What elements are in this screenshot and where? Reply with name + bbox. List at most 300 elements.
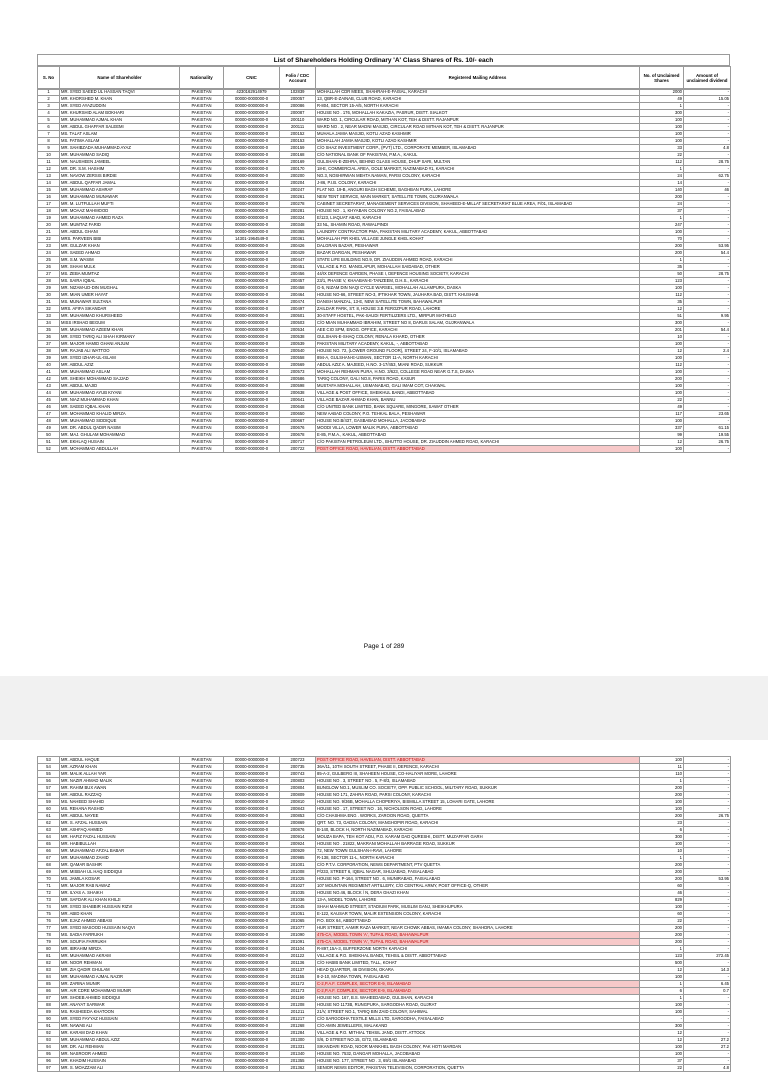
cell-name: MRS. PARVEEN BIBI	[60, 236, 180, 243]
cell-address: HOUSE NO. 177, STREET NO . 3, 69/1 ISLAMABAD	[316, 1058, 640, 1065]
cell-dividend: -	[684, 904, 731, 911]
cell-sno: 20	[38, 222, 60, 229]
cell-cnic: 00000-0000000-0	[224, 799, 280, 806]
cell-nationality: PAKISTAN	[180, 446, 224, 453]
cell-address: BUNGLOW NO.1, MUSLIM CO. SOCIETY, OPP. PUBLIC SCHOOL, MILITARY ROAD, SUKKUR	[316, 785, 640, 792]
cell-cnic: 00000-0000000-0	[224, 995, 280, 1002]
cell-address: G-5, NIZAM DIN NAQI CYCLE WARSEL, MOHALLAH ALLAMPURA, DASKA	[316, 285, 640, 292]
cell-dividend: -	[684, 785, 731, 792]
cell-name: MR. SYED TARIQ ALI SHAH KIRMANY	[60, 334, 180, 341]
table-row	[38, 306, 731, 313]
cell-sno: 68	[38, 862, 60, 869]
cell-cnic: 00000-0000000-0	[224, 278, 280, 285]
cell-address: C/O NATIONAL BANK OF PAKISTAN, P.M.A., KAKUL	[316, 152, 640, 159]
cell-nationality: PAKISTAN	[180, 271, 224, 278]
cell-name: MR. MISBAH UL HAQ SIDDIQUI	[60, 869, 180, 876]
cell-dividend: -	[684, 960, 731, 967]
cell-nationality: PAKISTAN	[180, 1037, 224, 1044]
cell-cnic: 00000-0000000-0	[224, 418, 280, 425]
cell-sno: 94	[38, 1044, 60, 1051]
cell-shares: 140	[640, 187, 684, 194]
cell-folio: 201217	[280, 1016, 316, 1023]
cell-shares: 100	[640, 131, 684, 138]
cell-folio: 201035	[280, 890, 316, 897]
cell-folio: 200087	[280, 110, 316, 117]
cell-sno: 92	[38, 1030, 60, 1037]
cell-sno: 2	[38, 96, 60, 103]
cell-folio: 200204	[280, 180, 316, 187]
cell-sno: 33	[38, 313, 60, 320]
cell-sno: 11	[38, 159, 60, 166]
cell-dividend: 9.95	[684, 313, 731, 320]
cell-dividend: -	[684, 995, 731, 1002]
cell-name: MR. NAUSHEEN JAMEEL	[60, 159, 180, 166]
cell-dividend: -	[684, 138, 731, 145]
cell-shares: 100	[640, 285, 684, 292]
table-row	[38, 124, 731, 131]
cell-cnic: 00000-0000000-0	[224, 1051, 280, 1058]
cell-nationality: PAKISTAN	[180, 932, 224, 939]
cell-sno: 48	[38, 418, 60, 425]
table-row	[38, 222, 731, 229]
cell-sno: 25	[38, 257, 60, 264]
cell-sno: 40	[38, 362, 60, 369]
cell-cnic: 00000-0000000-0	[224, 250, 280, 257]
cell-shares: 100	[640, 974, 684, 981]
cell-nationality: PAKISTAN	[180, 376, 224, 383]
cell-name: MR. MUHAMMAD AYUB KIYANI	[60, 390, 180, 397]
cell-address: FLAT NO. 19-B, ANGURI BAGH SCHEME, BAGHBAN PURA, LAHORE	[316, 187, 640, 194]
table-row	[38, 1002, 731, 1009]
cell-name: MR. MOHAMMAD ABDULLAH	[60, 446, 180, 453]
cell-sno: 38	[38, 348, 60, 355]
table-row	[38, 785, 731, 792]
cell-name: MS. JAMILA KOSAR	[60, 876, 180, 883]
cell-nationality: PAKISTAN	[180, 173, 224, 180]
col-address: Registered Mailing Address	[316, 67, 640, 90]
cell-cnic: 00000-0000000-0	[224, 967, 280, 974]
cell-name: MR. AIR CDRE MOHAMMAD MUNIR	[60, 988, 180, 995]
cell-folio: 200361	[280, 236, 316, 243]
cell-shares: 100	[640, 390, 684, 397]
cell-folio: 200723	[280, 757, 316, 764]
cell-nationality: PAKISTAN	[180, 799, 224, 806]
cell-shares: 200	[640, 932, 684, 939]
cell-shares: 12	[640, 439, 684, 446]
cell-nationality: PAKISTAN	[180, 236, 224, 243]
cell-cnic: 00000-0000000-0	[224, 390, 280, 397]
cell-folio: 200474	[280, 299, 316, 306]
cell-address: R-138, SECTOR 11-L, NORTH KARACHI	[316, 855, 640, 862]
table-row	[38, 264, 731, 271]
cell-dividend: -	[684, 152, 731, 159]
cell-name: MR. MUMTAZ FARID	[60, 222, 180, 229]
cell-name: MR. ABDUL NAYEE	[60, 813, 180, 820]
cell-address: MOUZA BAPA, TEH KOT ADU, P.O. KARAM DAD QURESHI, DISTT. MUZAFFAR GARH	[316, 834, 640, 841]
cell-dividend: -	[684, 110, 731, 117]
cell-dividend: -	[684, 369, 731, 376]
cell-dividend: -	[684, 257, 731, 264]
cell-name: MR. SHEIKH MOHAMMAD SAJJAD	[60, 376, 180, 383]
cell-cnic: 00000-0000000-0	[224, 173, 280, 180]
cell-nationality: PAKISTAN	[180, 215, 224, 222]
cell-dividend: -	[684, 117, 731, 124]
cell-sno: 53	[38, 757, 60, 764]
cell-cnic: 00000-0000000-0	[224, 404, 280, 411]
cell-cnic: 00000-0000000-0	[224, 194, 280, 201]
cell-name: MR. NIZAM-UD-DIN MUGHAL	[60, 285, 180, 292]
cell-cnic: 00000-0000000-0	[224, 918, 280, 925]
cell-dividend: -	[684, 925, 731, 932]
cell-address: 13-A, MODEL TOWN, LAHORE	[316, 897, 640, 904]
cell-address: 18-E, COMMERCIAL AREA, GOLE MARKET, NAZIMABAD #1, KARACHI	[316, 166, 640, 173]
cell-shares: 500	[640, 960, 684, 967]
cell-folio: 200914	[280, 834, 316, 841]
cell-nationality: PAKISTAN	[180, 1009, 224, 1016]
cell-dividend: -	[684, 778, 731, 785]
cell-sno: 6	[38, 124, 60, 131]
cell-dividend: -	[684, 208, 731, 215]
cell-address: NEW AABAD COLONY, P.O. TEHKAL BALA, PESHAWAR	[316, 411, 640, 418]
table-row	[38, 432, 731, 439]
cell-dividend: 272.45	[684, 953, 731, 960]
cell-folio: 200501	[280, 313, 316, 320]
cell-shares: 100	[640, 446, 684, 453]
cell-dividend: -	[684, 299, 731, 306]
table-row	[38, 771, 731, 778]
cell-cnic: 00000-0000000-0	[224, 446, 280, 453]
cell-nationality: PAKISTAN	[180, 208, 224, 215]
table-row	[38, 404, 731, 411]
cell-nationality: PAKISTAN	[180, 145, 224, 152]
cell-shares: 100	[640, 418, 684, 425]
cell-name: MR. KHURSHID ALAM BOKHARI	[60, 110, 180, 117]
cell-dividend: -	[684, 341, 731, 348]
cell-folio: 200057	[280, 96, 316, 103]
table-header	[37, 66, 731, 90]
cell-folio: 201331	[280, 1044, 316, 1051]
cell-cnic: 00000-0000000-0	[224, 439, 280, 446]
cell-cnic: 00000-0000000-0	[224, 862, 280, 869]
cell-sno: 90	[38, 1016, 60, 1023]
cell-shares: 60	[640, 911, 684, 918]
cell-cnic: 00000-0000000-0	[224, 785, 280, 792]
cell-dividend: -	[684, 1051, 731, 1058]
cell-dividend: -	[684, 355, 731, 362]
cell-shares: 112	[640, 362, 684, 369]
cell-address: VILLAGE & P.O. SHEIKHAL BANDI, TEHSIL & DISTT. ABBOTTABAD	[316, 953, 640, 960]
table-row	[38, 299, 731, 306]
cell-folio: 200573	[280, 369, 316, 376]
cell-shares: 200	[640, 376, 684, 383]
cell-dividend: -	[684, 376, 731, 383]
cell-cnic: 00000-0000000-0	[224, 159, 280, 166]
cell-nationality: PAKISTAN	[180, 918, 224, 925]
cell-address: R-804, SECTOR 15-A/5, NORTH KARACHI	[316, 103, 640, 110]
cell-address: E/123, LIAQUAT ABAD, KARACHI	[316, 215, 640, 222]
cell-cnic: 00000-0000000-0	[224, 313, 280, 320]
cell-shares: 200	[640, 813, 684, 820]
table-row	[38, 757, 731, 764]
cell-shares: 112	[640, 159, 684, 166]
cell-nationality: PAKISTAN	[180, 925, 224, 932]
cell-address: HOUSE NO. 167, B.S. WAHEEDABAD, GULSHAN, KARACHI	[316, 995, 640, 1002]
cell-dividend: 28.75	[684, 159, 731, 166]
table-row	[38, 904, 731, 911]
cell-name: MR. MUHAMMAD AZEEM KHAN	[60, 327, 180, 334]
table-row	[38, 180, 731, 187]
cell-name: MR. MAJ. GHULAM MOHAMMAD	[60, 432, 180, 439]
cell-address: HUR STREET, AAMIR RAZA MARKET, NEAR CHOWK ABBAS, IMAMIA COLONY, SHAHDRA, LAHORE	[316, 925, 640, 932]
cell-address: 30-STAFF HOSTEL, PAK-SAUDI FERTILIZERS LTD., MIRPUR MATHELO	[316, 313, 640, 320]
cell-cnic: 00000-0000000-0	[224, 869, 280, 876]
table-row	[38, 236, 731, 243]
cell-name: MS. FATIMA ASLAM	[60, 138, 180, 145]
cell-shares: 200	[640, 876, 684, 883]
cell-folio: 200985	[280, 855, 316, 862]
cell-address: HOUSE NO . 21822, MAKRANI MOHALLAH BARRAGE ROAD, SUKKUR	[316, 841, 640, 848]
cell-nationality: PAKISTAN	[180, 264, 224, 271]
table-row	[38, 967, 731, 974]
cell-folio: 201025	[280, 876, 316, 883]
cell-nationality: PAKISTAN	[180, 390, 224, 397]
cell-shares: 12	[640, 348, 684, 355]
cell-cnic: 00000-0000000-0	[224, 841, 280, 848]
cell-name: MR. SHOEB AHMED SIDDIQUI	[60, 995, 180, 1002]
cell-sno: 54	[38, 764, 60, 771]
cell-folio: 200451	[280, 264, 316, 271]
cell-address: E-122, KAUSAR TOWN, MALIR EXTENSION COLONY, KARACHI	[316, 911, 640, 918]
cell-folio: 201300	[280, 1037, 316, 1044]
cell-nationality: PAKISTAN	[180, 820, 224, 827]
cell-address: VILLAGE & P.O. MANGLAPUR, MOHALLAH SAIDABAD, OTHER	[316, 264, 640, 271]
table-row	[38, 439, 731, 446]
cell-nationality: PAKISTAN	[180, 278, 224, 285]
cell-address: 21/V, STREET NO.1, TARIQ BIN ZAID COLONY, SAHIWAL	[316, 1009, 640, 1016]
cell-name: MR. ABDUL GHANI	[60, 229, 180, 236]
cell-folio: 200169	[280, 159, 316, 166]
cell-nationality: PAKISTAN	[180, 813, 224, 820]
table-row	[38, 1037, 731, 1044]
cell-folio: 200667	[280, 418, 316, 425]
cell-name: MS. MUNAWAR SULTANA	[60, 299, 180, 306]
cell-cnic: 00000-0000000-0	[224, 925, 280, 932]
cell-dividend: -	[684, 278, 731, 285]
cell-dividend: -	[684, 103, 731, 110]
cell-dividend: 0.7	[684, 988, 731, 995]
cell-address: C/O MIAN MUHAMMAD IBRAHIM, STREET NO 8, DARUS SALAM, GUJRANWALA	[316, 320, 640, 327]
cell-address: HOUSE NO. 9/36B, MOHALLA CHOPERIYA, BISMILLA STREET 15, LOHARI GATE, LAHORE	[316, 799, 640, 806]
cell-cnic: 00000-0000000-0	[224, 334, 280, 341]
cell-nationality: PAKISTAN	[180, 292, 224, 299]
cell-address: GULSHAN-E-SHAQ COLONY, RENALA KHARD, OTHER	[316, 334, 640, 341]
cell-sno: 7	[38, 131, 60, 138]
cell-cnic: 00000-0000000-0	[224, 299, 280, 306]
cell-sno: 35	[38, 327, 60, 334]
cell-sno: 8	[38, 138, 60, 145]
cell-folio: 201211	[280, 1009, 316, 1016]
cell-name: MR. SHAHI MULK	[60, 264, 180, 271]
cell-nationality: PAKISTAN	[180, 194, 224, 201]
cell-nationality: PAKISTAN	[180, 285, 224, 292]
cell-address: ABDUL AZIZ A. MAJEED, H.NO. 3-17/453, MIANI ROAD, SUKKUR	[316, 362, 640, 369]
cell-shares: 1	[640, 995, 684, 1002]
table-row	[38, 292, 731, 299]
cell-name: MR. NAVOW ZERSIS BIRDIE	[60, 173, 180, 180]
cell-shares: 100	[640, 383, 684, 390]
cell-address: C/O PAKISTAN PETROLEUM LTD., BHUTTO HOUSE, DR. ZIAUDDIN AHMED ROAD, KARACHI	[316, 439, 640, 446]
cell-address: C/O UNITED BANK LIMITED, BANK SQUARE, MINGORE, SAWAT OTHER	[316, 404, 640, 411]
cell-cnic: 4230162914979	[224, 89, 280, 96]
cell-nationality: PAKISTAN	[180, 785, 224, 792]
cell-sno: 1	[38, 89, 60, 96]
cell-cnic: 00000-0000000-0	[224, 1030, 280, 1037]
cell-shares: 14	[640, 180, 684, 187]
cell-name: MR. NAZIR AHMAD MALIK	[60, 778, 180, 785]
table-row	[38, 855, 731, 862]
cell-sno: 87	[38, 995, 60, 1002]
cell-dividend: 6.45	[684, 981, 731, 988]
table-row	[38, 425, 731, 432]
table-row	[38, 806, 731, 813]
cell-cnic: 00000-0000000-0	[224, 771, 280, 778]
cell-nationality: PAKISTAN	[180, 848, 224, 855]
table-row	[38, 778, 731, 785]
cell-address: HOUSE NO . 17, STREET NO . 16, NICHOLSON ROAD, LAHORE	[316, 806, 640, 813]
cell-nationality: PAKISTAN	[180, 1016, 224, 1023]
table-row	[38, 1044, 731, 1051]
cell-sno: 34	[38, 320, 60, 327]
cell-name: MR. MUHAMMAD AKRAM	[60, 953, 180, 960]
table-row	[38, 117, 731, 124]
cell-folio: 201091	[280, 939, 316, 946]
cell-dividend: -	[684, 799, 731, 806]
cell-sno: 74	[38, 904, 60, 911]
cell-address: SENIOR NEWS EDITOR, PAKISTAN TELEVISION, CORPORATION, QUETTA	[316, 1065, 640, 1072]
cell-cnic: 00000-0000000-0	[224, 152, 280, 159]
cell-cnic: 00000-0000000-0	[224, 946, 280, 953]
cell-nationality: PAKISTAN	[180, 771, 224, 778]
cell-shares: 100	[640, 1002, 684, 1009]
cell-nationality: PAKISTAN	[180, 953, 224, 960]
cell-nationality: PAKISTAN	[180, 1065, 224, 1072]
cell-shares: 49	[640, 96, 684, 103]
cell-sno: 3	[38, 103, 60, 110]
cell-dividend: 53.95	[684, 876, 731, 883]
cell-folio: 200810	[280, 799, 316, 806]
cell-address: TARIQ COLONY, GALI NO.8, PARIS ROAD, KASUR	[316, 376, 640, 383]
cell-sno: 14	[38, 180, 60, 187]
cell-address: 85-A-2, GULBERG III, SHAHEEN HOUSE, CO-HALIYAR MORE, LAHORE	[316, 771, 640, 778]
cell-folio: 200503	[280, 320, 316, 327]
cell-dividend: -	[684, 841, 731, 848]
cell-shares: 46	[640, 890, 684, 897]
cell-folio: 200803	[280, 778, 316, 785]
cell-folio: 201190	[280, 995, 316, 1002]
cell-dividend: -	[684, 446, 731, 453]
cell-dividend: 53.95	[684, 243, 731, 250]
cell-name: MR. ABID KHAN	[60, 911, 180, 918]
cell-name: MR. NOOR REHMAN	[60, 960, 180, 967]
cell-nationality: PAKISTAN	[180, 834, 224, 841]
cell-folio: 201173	[280, 988, 316, 995]
cell-folio: 200281	[280, 208, 316, 215]
cell-nationality: PAKISTAN	[180, 152, 224, 159]
table-row	[38, 1058, 731, 1065]
cell-folio: 200804	[280, 785, 316, 792]
cell-address: R-897,15A-3, BUFFERZONE NORTH KARACHI	[316, 946, 640, 953]
cell-nationality: PAKISTAN	[180, 411, 224, 418]
cell-address: C-2,P.A.F. COMPLEX, SECTOR E-9, ISLAMABAD	[316, 988, 640, 995]
cell-cnic: 00000-0000000-0	[224, 953, 280, 960]
cell-name: MR. ANAYAT SARWAR	[60, 1002, 180, 1009]
table-row	[38, 201, 731, 208]
cell-name: MR. MAJOR HAMID GHANI ANJUM	[60, 341, 180, 348]
cell-sno: 79	[38, 939, 60, 946]
cell-sno: 22	[38, 236, 60, 243]
cell-sno: 69	[38, 869, 60, 876]
col-nationality: Nationality	[180, 67, 224, 90]
table-row	[38, 932, 731, 939]
cell-cnic: 00000-0000000-0	[224, 883, 280, 890]
cell-cnic: 00000-0000000-0	[224, 932, 280, 939]
cell-cnic: 00000-0000000-0	[224, 1044, 280, 1051]
cell-name: MS. TALAT ASLAM	[60, 131, 180, 138]
cell-address: 894-A, GULSHAN-E-USMAN, SECTOR 11-A, NORTH KARACHI	[316, 355, 640, 362]
cell-name: MS. RASHEEDA KHATOON	[60, 1009, 180, 1016]
cell-address: BAZAR DARGAN, PESHAWAR	[316, 250, 640, 257]
cell-folio: 201104	[280, 946, 316, 953]
cell-name: MR. SAFDAR ALI KHAN KHILJI	[60, 897, 180, 904]
cell-dividend: -	[684, 89, 731, 96]
cell-folio: 200648	[280, 404, 316, 411]
cell-folio: 200929	[280, 848, 316, 855]
table-row	[38, 278, 731, 285]
cell-cnic: 00000-0000000-0	[224, 362, 280, 369]
cell-nationality: PAKISTAN	[180, 1051, 224, 1058]
cell-nationality: PAKISTAN	[180, 764, 224, 771]
cell-dividend: -	[684, 862, 731, 869]
table-row	[38, 939, 731, 946]
cell-name: MS. REHANA RASHID	[60, 806, 180, 813]
cell-nationality: PAKISTAN	[180, 89, 224, 96]
cell-address: 107 MOUNTAIN REGIMENT ARTILLERY, C/O CENTRAL ARMY, POST OFFICE-Q, OTHER	[316, 883, 640, 890]
cell-address: 8-2-10, MADINA TOWN, FAISALABAD	[316, 974, 640, 981]
cell-address: 44/IX DEFENCE GARDEN, PHASE I, DEFENCE HOUSING SOCIETY, KARACHI	[316, 271, 640, 278]
cell-shares: 100	[640, 1009, 684, 1016]
cell-dividend: 2.4	[684, 348, 731, 355]
cell-name: MR. ABDUL RAZZAQ	[60, 792, 180, 799]
cell-nationality: PAKISTAN	[180, 855, 224, 862]
cell-folio: 200110	[280, 117, 316, 124]
cell-dividend: -	[684, 229, 731, 236]
cell-nationality: PAKISTAN	[180, 960, 224, 967]
cell-cnic: 00000-0000000-0	[224, 1037, 280, 1044]
cell-address: VILLAGE & POST OFFICE, SHEIKHUL BANDI, ABBOTTABAD	[316, 390, 640, 397]
cell-shares: 6	[640, 988, 684, 995]
cell-sno: 59	[38, 799, 60, 806]
cell-dividend: -	[684, 1002, 731, 1009]
cell-name: MR. ASHFAQ AHMED	[60, 827, 180, 834]
cell-cnic: 00000-0000000-0	[224, 778, 280, 785]
cell-name: MR. AZRAM KHAN	[60, 764, 180, 771]
cell-folio: 201284	[280, 1030, 316, 1037]
cell-shares: 100	[640, 904, 684, 911]
col-sno: S. No	[38, 67, 60, 90]
cell-dividend: -	[684, 806, 731, 813]
table-row	[38, 187, 731, 194]
table-row	[38, 355, 731, 362]
